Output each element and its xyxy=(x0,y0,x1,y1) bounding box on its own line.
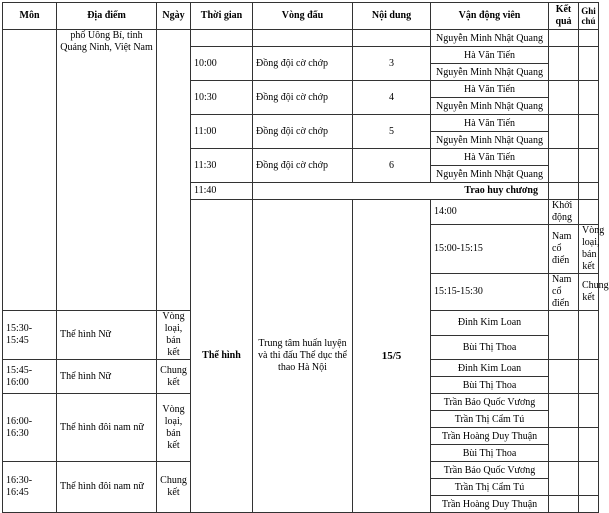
note-cell xyxy=(579,183,599,200)
content-cell: 3 xyxy=(353,47,431,81)
content-cell: 4 xyxy=(353,81,431,115)
result-cell xyxy=(549,496,579,513)
round-cell: Nam cổ điển xyxy=(549,225,579,274)
athlete-cell: Trần Hoàng Duy Thuận xyxy=(431,428,549,445)
result-cell xyxy=(549,149,579,183)
athlete-cell: Trần Thị Cẩm Tú xyxy=(431,411,549,428)
round-cell xyxy=(253,30,353,47)
athlete-cell: Bùi Thị Thoa xyxy=(431,377,549,394)
round-cell: Đồng đội cờ chớp xyxy=(253,115,353,149)
time-cell: 11:40 xyxy=(191,183,253,200)
result-cell xyxy=(549,360,579,394)
chess-venue: phố Uông Bí, tỉnh Quảng Ninh, Việt Nam xyxy=(57,30,157,311)
athlete-cell: Nguyễn Minh Nhật Quang xyxy=(431,98,549,115)
content-cell: Chung kết xyxy=(157,462,191,513)
chess-sport-cell xyxy=(3,30,57,311)
result-cell xyxy=(549,462,579,496)
time-cell: 15:45-16:00 xyxy=(3,360,57,394)
header-vong-dau: Vòng đấu xyxy=(253,3,353,30)
time-cell: 11:30 xyxy=(191,149,253,183)
content-cell: 5 xyxy=(353,115,431,149)
note-cell xyxy=(579,115,599,149)
header-row xyxy=(3,3,599,30)
time-cell: 10:30 xyxy=(191,81,253,115)
chess-date-cell xyxy=(157,30,191,311)
athlete-cell: Trần Bảo Quốc Vương xyxy=(431,462,549,479)
round-cell: Đồng đội cờ chớp xyxy=(253,149,353,183)
note-cell xyxy=(579,47,599,81)
time-cell: 10:00 xyxy=(191,47,253,81)
athlete-cell: Hà Văn Tiến xyxy=(431,81,549,98)
content-cell xyxy=(579,200,599,225)
round-cell: Thể hình Nữ xyxy=(57,311,157,360)
time-cell: 15:15-15:30 xyxy=(431,274,549,311)
round-cell: Khởi động xyxy=(549,200,579,225)
round-cell: Thể hình đôi nam nữ xyxy=(57,394,157,462)
athlete-cell: Đinh Kim Loan xyxy=(431,311,549,336)
content-cell: Vòng loại, bán kết xyxy=(579,225,599,274)
header-ngay: Ngày xyxy=(157,3,191,30)
bodybuilding-sport: Thể hình xyxy=(191,200,253,513)
time-cell xyxy=(191,30,253,47)
bodybuilding-date: 15/5 xyxy=(353,200,431,513)
note-cell xyxy=(579,428,599,462)
note-cell xyxy=(579,394,599,428)
content-cell: 6 xyxy=(353,149,431,183)
athlete-cell: Đinh Kim Loan xyxy=(431,360,549,377)
ceremony-label: Trao huy chương xyxy=(253,183,549,200)
bodybuilding-venue: Trung tâm huấn luyện và thi đấu Thể dục thể thao Hà Nội xyxy=(253,200,353,513)
athlete-cell: Trần Thị Cẩm Tú xyxy=(431,479,549,496)
table-row xyxy=(3,30,599,47)
time-cell: 14:00 xyxy=(431,200,549,225)
round-cell: Nam cổ điển xyxy=(549,274,579,311)
note-cell xyxy=(579,496,599,513)
result-cell xyxy=(549,311,579,360)
result-cell xyxy=(549,183,579,200)
note-cell xyxy=(579,311,599,360)
header-thoi-gian: Thời gian xyxy=(191,3,253,30)
note-cell xyxy=(579,360,599,394)
content-cell xyxy=(353,30,431,47)
athlete-cell: Bùi Thị Thoa xyxy=(431,335,549,360)
result-cell xyxy=(549,81,579,115)
note-cell xyxy=(579,462,599,496)
time-cell: 15:00-15:15 xyxy=(431,225,549,274)
header-van-dong-vien: Vận động viên xyxy=(431,3,549,30)
note-cell xyxy=(579,81,599,115)
round-cell: Đồng đội cờ chớp xyxy=(253,81,353,115)
result-cell xyxy=(549,428,579,462)
header-noi-dung: Nội dung xyxy=(353,3,431,30)
note-cell xyxy=(579,30,599,47)
result-cell xyxy=(549,30,579,47)
athlete-cell: Nguyễn Minh Nhật Quang xyxy=(431,30,549,47)
round-cell: Thể hình Nữ xyxy=(57,360,157,394)
content-cell: Vòng loại, bán kết xyxy=(157,394,191,462)
header-mon: Môn xyxy=(3,3,57,30)
round-cell: Thể hình đôi nam nữ xyxy=(57,462,157,513)
content-cell: Chung kết xyxy=(579,274,599,311)
round-cell: Đồng đội cờ chớp xyxy=(253,47,353,81)
athlete-cell: Nguyễn Minh Nhật Quang xyxy=(431,132,549,149)
athlete-cell: Hà Văn Tiến xyxy=(431,47,549,64)
athlete-cell: Hà Văn Tiến xyxy=(431,149,549,166)
athlete-cell: Bùi Thị Thoa xyxy=(431,445,549,462)
header-dia-diem: Địa điểm xyxy=(57,3,157,30)
athlete-cell: Trần Bảo Quốc Vương xyxy=(431,394,549,411)
athlete-cell: Nguyễn Minh Nhật Quang xyxy=(431,166,549,183)
header-ghi-chu: Ghi chú xyxy=(579,3,599,30)
athlete-cell: Nguyễn Minh Nhật Quang xyxy=(431,64,549,81)
athlete-cell: Hà Văn Tiến xyxy=(431,115,549,132)
note-cell xyxy=(579,149,599,183)
schedule-table xyxy=(2,2,609,513)
content-cell: Chung kết xyxy=(157,360,191,394)
time-cell: 15:30-15:45 xyxy=(3,311,57,360)
result-cell xyxy=(549,394,579,428)
header-ket-qua: Kết quả xyxy=(549,3,579,30)
content-cell: Vòng loại, bán kết xyxy=(157,311,191,360)
result-cell xyxy=(549,115,579,149)
result-cell xyxy=(549,47,579,81)
time-cell: 11:00 xyxy=(191,115,253,149)
athlete-cell: Trần Hoàng Duy Thuận xyxy=(431,496,549,513)
time-cell: 16:30-16:45 xyxy=(3,462,57,513)
time-cell: 16:00-16:30 xyxy=(3,394,57,462)
